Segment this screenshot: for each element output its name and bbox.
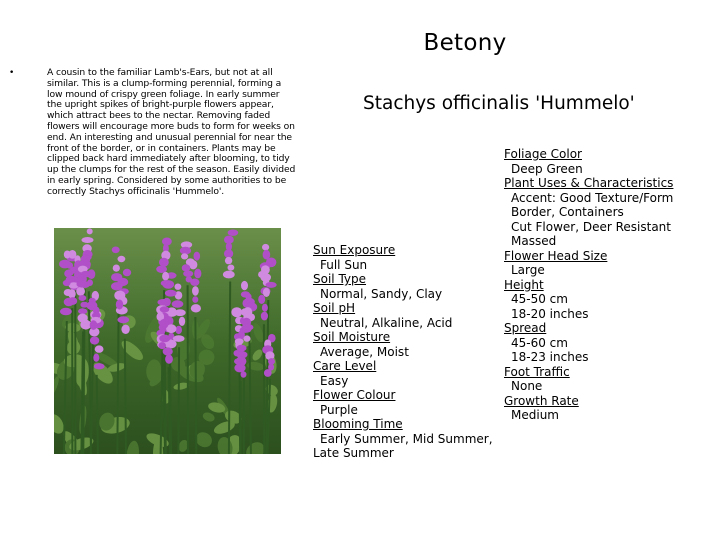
flower-spike: [266, 258, 276, 268]
property-value: Massed: [511, 234, 557, 248]
flower-spike: [194, 252, 201, 261]
flower-spike: [95, 345, 104, 352]
property-label: Blooming Time: [313, 417, 403, 431]
flower-spike: [175, 326, 182, 334]
flower-spike: [165, 290, 177, 297]
property-value: Late Summer: [313, 446, 394, 460]
flower-spike: [234, 363, 245, 372]
flower-spike: [261, 265, 270, 274]
flower-spike: [266, 282, 277, 288]
flower-spike: [242, 324, 254, 331]
property-value: None: [511, 379, 543, 393]
flower-spike: [260, 273, 271, 282]
property-label: Care Level: [313, 359, 377, 373]
property-value: Easy: [320, 373, 349, 388]
flower-spike: [80, 320, 91, 330]
flower-spike: [165, 355, 173, 364]
botanical-name: Stachys officinalis 'Hummelo': [363, 93, 635, 114]
property-label: Spread: [504, 321, 547, 335]
flower-spike: [180, 247, 191, 255]
flower-spike: [160, 306, 170, 312]
flower-spike: [114, 291, 125, 301]
flower-spike: [159, 258, 169, 267]
flower-spike: [63, 280, 71, 286]
flower-spike: [225, 257, 232, 264]
flower-spike: [87, 228, 93, 234]
flower-spike: [162, 272, 169, 281]
property-value: 45-50 cm: [511, 292, 568, 306]
flower-spike: [78, 308, 87, 314]
property-label: Soil Type: [313, 272, 367, 286]
flower-spike: [163, 347, 173, 355]
properties-left: [313, 243, 503, 461]
flower-spike: [241, 371, 247, 377]
flower-spike: [186, 276, 192, 282]
property-value: Medium: [511, 408, 559, 422]
property-value: Cut Flower, Deer Resistant: [511, 219, 671, 234]
property-label: Height: [504, 277, 544, 292]
flower-spike: [268, 358, 275, 365]
flower-spike: [261, 312, 268, 321]
property-value: 45-60 cm: [511, 335, 568, 350]
flower-spike: [76, 287, 85, 296]
flower-spike: [90, 320, 98, 330]
property-label: Foot Traffic: [504, 364, 570, 379]
flower-spike: [172, 300, 184, 307]
flower-spike: [264, 369, 272, 377]
flower-spike: [159, 342, 166, 349]
property-label: Growth Rate: [504, 393, 579, 408]
property-value: Accent: Good Texture/Form: [511, 190, 674, 205]
flower-spike: [93, 354, 99, 362]
property-value: Border, Containers: [511, 205, 624, 219]
property-value: Large: [511, 263, 545, 277]
flower-spike: [224, 249, 233, 258]
property-value: Full Sun: [320, 257, 368, 272]
flower-spike: [64, 251, 71, 259]
flower-spike: [228, 230, 239, 236]
flower-spike: [262, 304, 268, 312]
flower-spike: [181, 253, 188, 259]
property-label: Flower Head Size: [504, 248, 608, 263]
flower-spike: [64, 298, 74, 307]
flower-spike: [175, 284, 182, 290]
flower-spike: [79, 295, 87, 301]
flower-spike: [64, 289, 73, 296]
properties-right: [504, 147, 704, 423]
flower-spike: [258, 295, 265, 304]
flower-spike: [161, 280, 171, 286]
flower-spike: [173, 335, 185, 342]
property-value: 18-23 inches: [511, 350, 589, 364]
betony-flowers-image: [54, 228, 281, 454]
flower-spike: [113, 265, 120, 272]
flower-spike: [76, 280, 87, 287]
property-label: Sun Exposure: [313, 243, 396, 257]
flower-spike: [262, 244, 269, 251]
flower-spike: [244, 335, 251, 341]
flower-spike: [116, 300, 123, 310]
flower-spike: [111, 282, 123, 290]
flower-spike: [231, 307, 242, 317]
flower-spike: [159, 335, 170, 343]
flower-spike: [121, 325, 129, 334]
flower-spike: [64, 270, 72, 277]
flower-spike: [123, 269, 131, 277]
plant-description: A cousin to the familiar Lamb's-Ears, but not at all similar. This is a clump-forming perennial, forming a low mound of crispy green foliage. In early summer the upright spikes of bright-purple flowers appear, which attract bees to the nectar. Removing faded flowers will encourage more buds to form for weeks on end. An interesting and unusual perennial for near the front of the border, or in containers. Plants may be clipped back hard immediately after blooming, to tidy up the clumps for the rest of the season. Easily divided in early spring. Considered by some authorities to be correctly Stachys officinalis 'Hummelo'.: [47, 67, 296, 197]
property-value: 18-20 inches: [511, 306, 589, 321]
property-label: Plant Uses & Characteristics: [504, 176, 674, 190]
flower-spike: [191, 304, 201, 312]
bullet-marker: •: [9, 68, 15, 78]
property-value: Purple: [320, 402, 358, 417]
property-label: Foliage Color: [504, 147, 582, 161]
flower-spike: [237, 345, 247, 352]
property-value: Average, Moist: [320, 344, 409, 359]
flower-spike: [158, 299, 170, 305]
flower-spike: [159, 319, 168, 329]
flower-spike: [179, 317, 185, 326]
flower-spike: [59, 260, 71, 269]
flower-spike: [241, 281, 248, 290]
flower-spike: [94, 363, 105, 369]
flower-spike: [60, 308, 72, 315]
property-value: Deep Green: [511, 161, 583, 176]
property-value: Normal, Sandy, Clay: [320, 286, 443, 301]
flower-spike: [118, 256, 126, 262]
property-value: Neutral, Alkaline, Acid: [320, 315, 453, 330]
flower-spike: [90, 336, 99, 344]
flower-spike: [192, 286, 199, 296]
flower-spike: [183, 271, 193, 277]
flower-spike: [263, 288, 270, 297]
flower-spike: [112, 247, 120, 254]
flower-spike: [82, 237, 94, 243]
flower-spike: [228, 265, 235, 271]
property-label: Flower Colour: [313, 388, 396, 402]
flower-spike: [182, 264, 191, 271]
plant-photo: [54, 228, 281, 454]
flower-spike: [235, 338, 244, 344]
flower-spike: [159, 328, 165, 334]
property-value: Early Summer, Mid Summer,: [320, 431, 493, 446]
flower-spike: [223, 271, 235, 279]
property-label: Soil Moisture: [313, 330, 391, 344]
page-title: Betony: [423, 30, 507, 56]
flower-spike: [118, 316, 130, 323]
flower-spike: [194, 269, 201, 279]
flower-spike: [192, 296, 198, 303]
flower-spike: [87, 279, 93, 286]
flower-spike: [111, 273, 122, 281]
property-label: Soil pH: [313, 301, 356, 315]
